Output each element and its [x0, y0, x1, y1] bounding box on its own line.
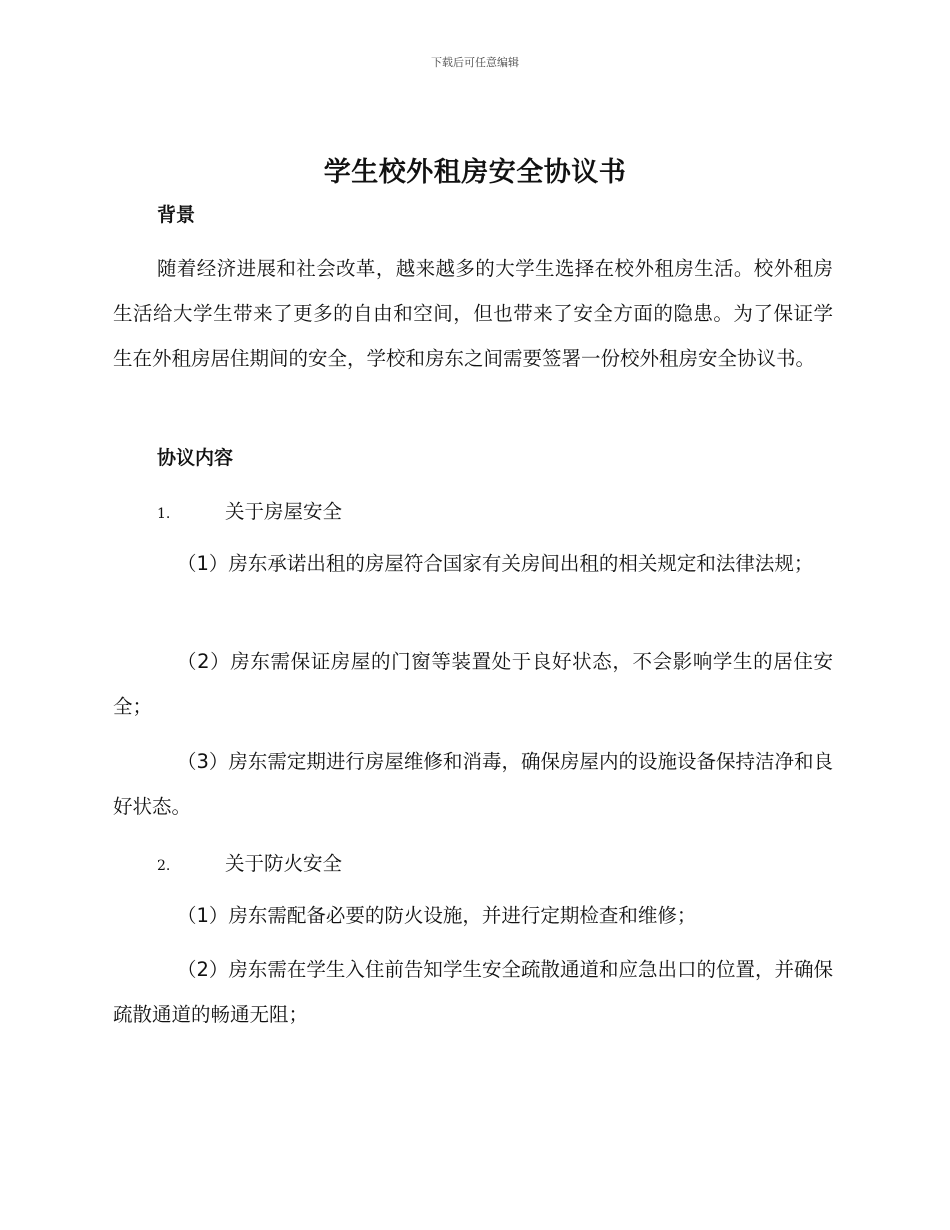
page-header-note: 下载后可任意编辑: [431, 56, 519, 69]
list-item: （2）房东需保证房屋的门窗等装置处于良好状态，不会影响学生的居住安全；: [113, 650, 833, 718]
section-number: 1.: [157, 506, 171, 522]
section-heading-fire-safety: [157, 848, 342, 876]
section-title: 关于房屋安全: [225, 500, 343, 523]
background-heading: 背景: [157, 204, 196, 226]
background-paragraph: 随着经济进展和社会改革，越来越多的大学生选择在校外租房生活。校外租房生活给大学生带来了更多的自由和空间，但也带来了安全方面的隐患。为了保证学生在外租房居住期间的安全，学校和房东之间需要签署一份校外租房安全协议书。: [113, 257, 833, 370]
section-number: 2.: [157, 858, 171, 874]
list-item: （3）房东需定期进行房屋维修和消毒，确保房屋内的设施设备保持洁净和良好状态。: [113, 750, 833, 818]
document-title: 学生校外租房安全协议书: [323, 157, 627, 188]
agreement-heading: 协议内容: [157, 447, 234, 469]
section-title: 关于防火安全: [225, 852, 343, 875]
list-item: （2）房东需在学生入住前告知学生安全疏散通道和应急出口的位置，并确保疏散通道的畅通无阻；: [113, 958, 833, 1026]
list-item: （1）房东承诺出租的房屋符合国家有关房间出租的相关规定和法律法规；: [177, 552, 814, 575]
section-heading-house-safety: [157, 496, 342, 524]
list-item: （1）房东需配备必要的防火设施，并进行定期检查和维修；: [177, 904, 697, 927]
